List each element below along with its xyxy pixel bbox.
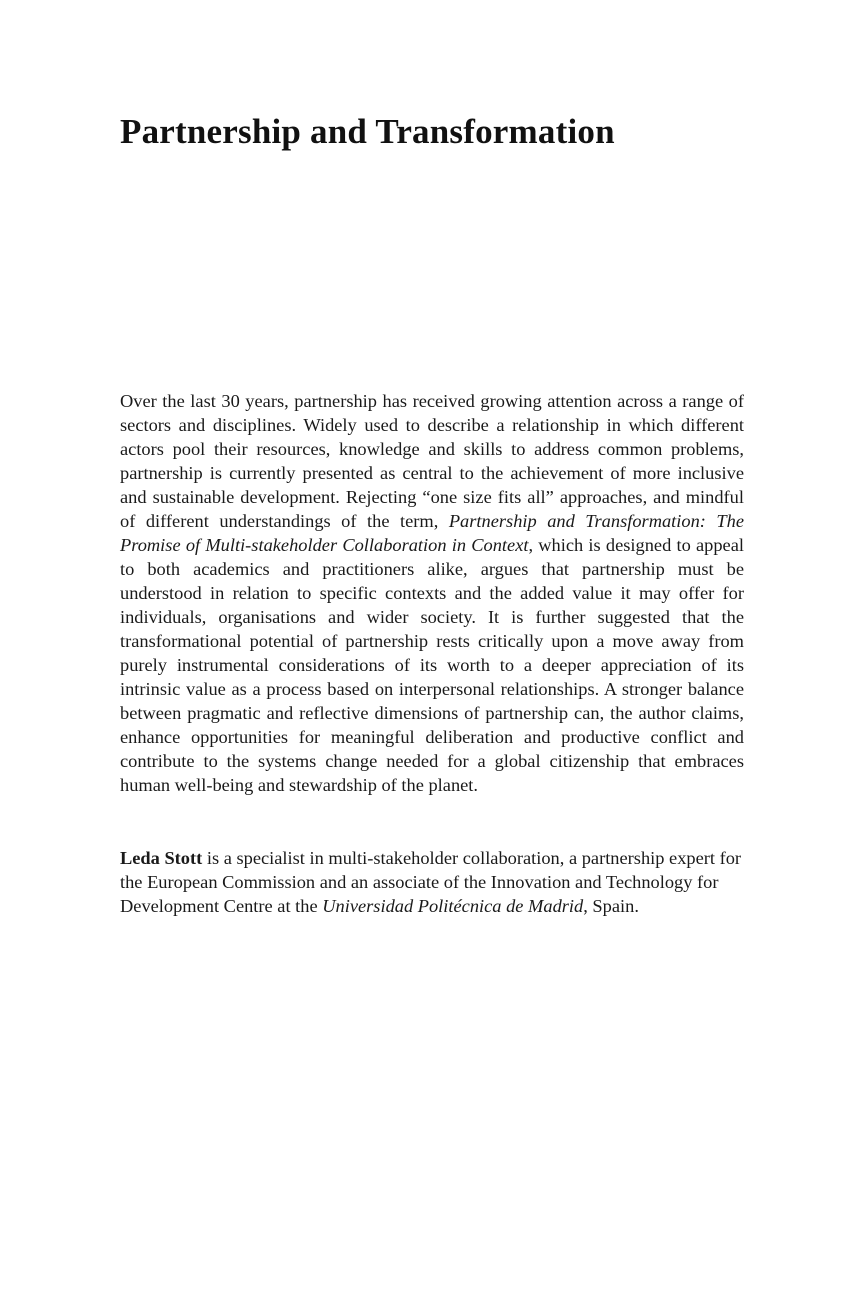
author-bio-text-part2: , Spain. <box>583 896 639 916</box>
book-description <box>120 389 744 797</box>
author-bio <box>120 846 744 918</box>
description-text-part2: , which is designed to appeal to both academics and practitioners alike, argues that partnership must be understood in relation to specific contexts and the added value it may offer for individuals, organisations and wider society. It is further suggested that the transformational potential of partnership rests critically upon a move away from purely instrumental considerations of its worth to a deeper appreciation of its intrinsic value as a process based on interpersonal relationships. A stronger balance between pragmatic and reflective dimensions of partnership can, the author claims, enhance opportunities for meaningful deliberation and productive conflict and contribute to the systems change needed for a global citizenship that embraces human well-being and stewardship of the planet. <box>120 535 744 795</box>
description-book-title: Partnership and Transformation: The Promise of Multi-stakeholder Collaboration in Context <box>120 511 744 555</box>
description-text-part1: Over the last 30 years, partnership has received growing attention across a range of sectors and disciplines. Widely used to describe a relationship in which different actors pool their resources, knowledge and skills to address common problems, partnership is currently presented as central to the achievement of more inclusive and sustainable development. Rejecting “one size fits all” approaches, and mindful of different understandings of the term, <box>120 391 744 531</box>
description-paragraph <box>120 389 744 797</box>
author-name: Leda Stott <box>120 848 203 868</box>
author-institution: Universidad Politécnica de Madrid <box>322 896 584 916</box>
book-title: Partnership and Transformation <box>120 112 615 151</box>
author-bio-paragraph <box>120 846 744 918</box>
author-bio-text-part1: is a specialist in multi-stakeholder collaboration, a partnership expert for the European Commission and an associate of the Innovation and Technology for Development Centre at the <box>120 848 742 916</box>
